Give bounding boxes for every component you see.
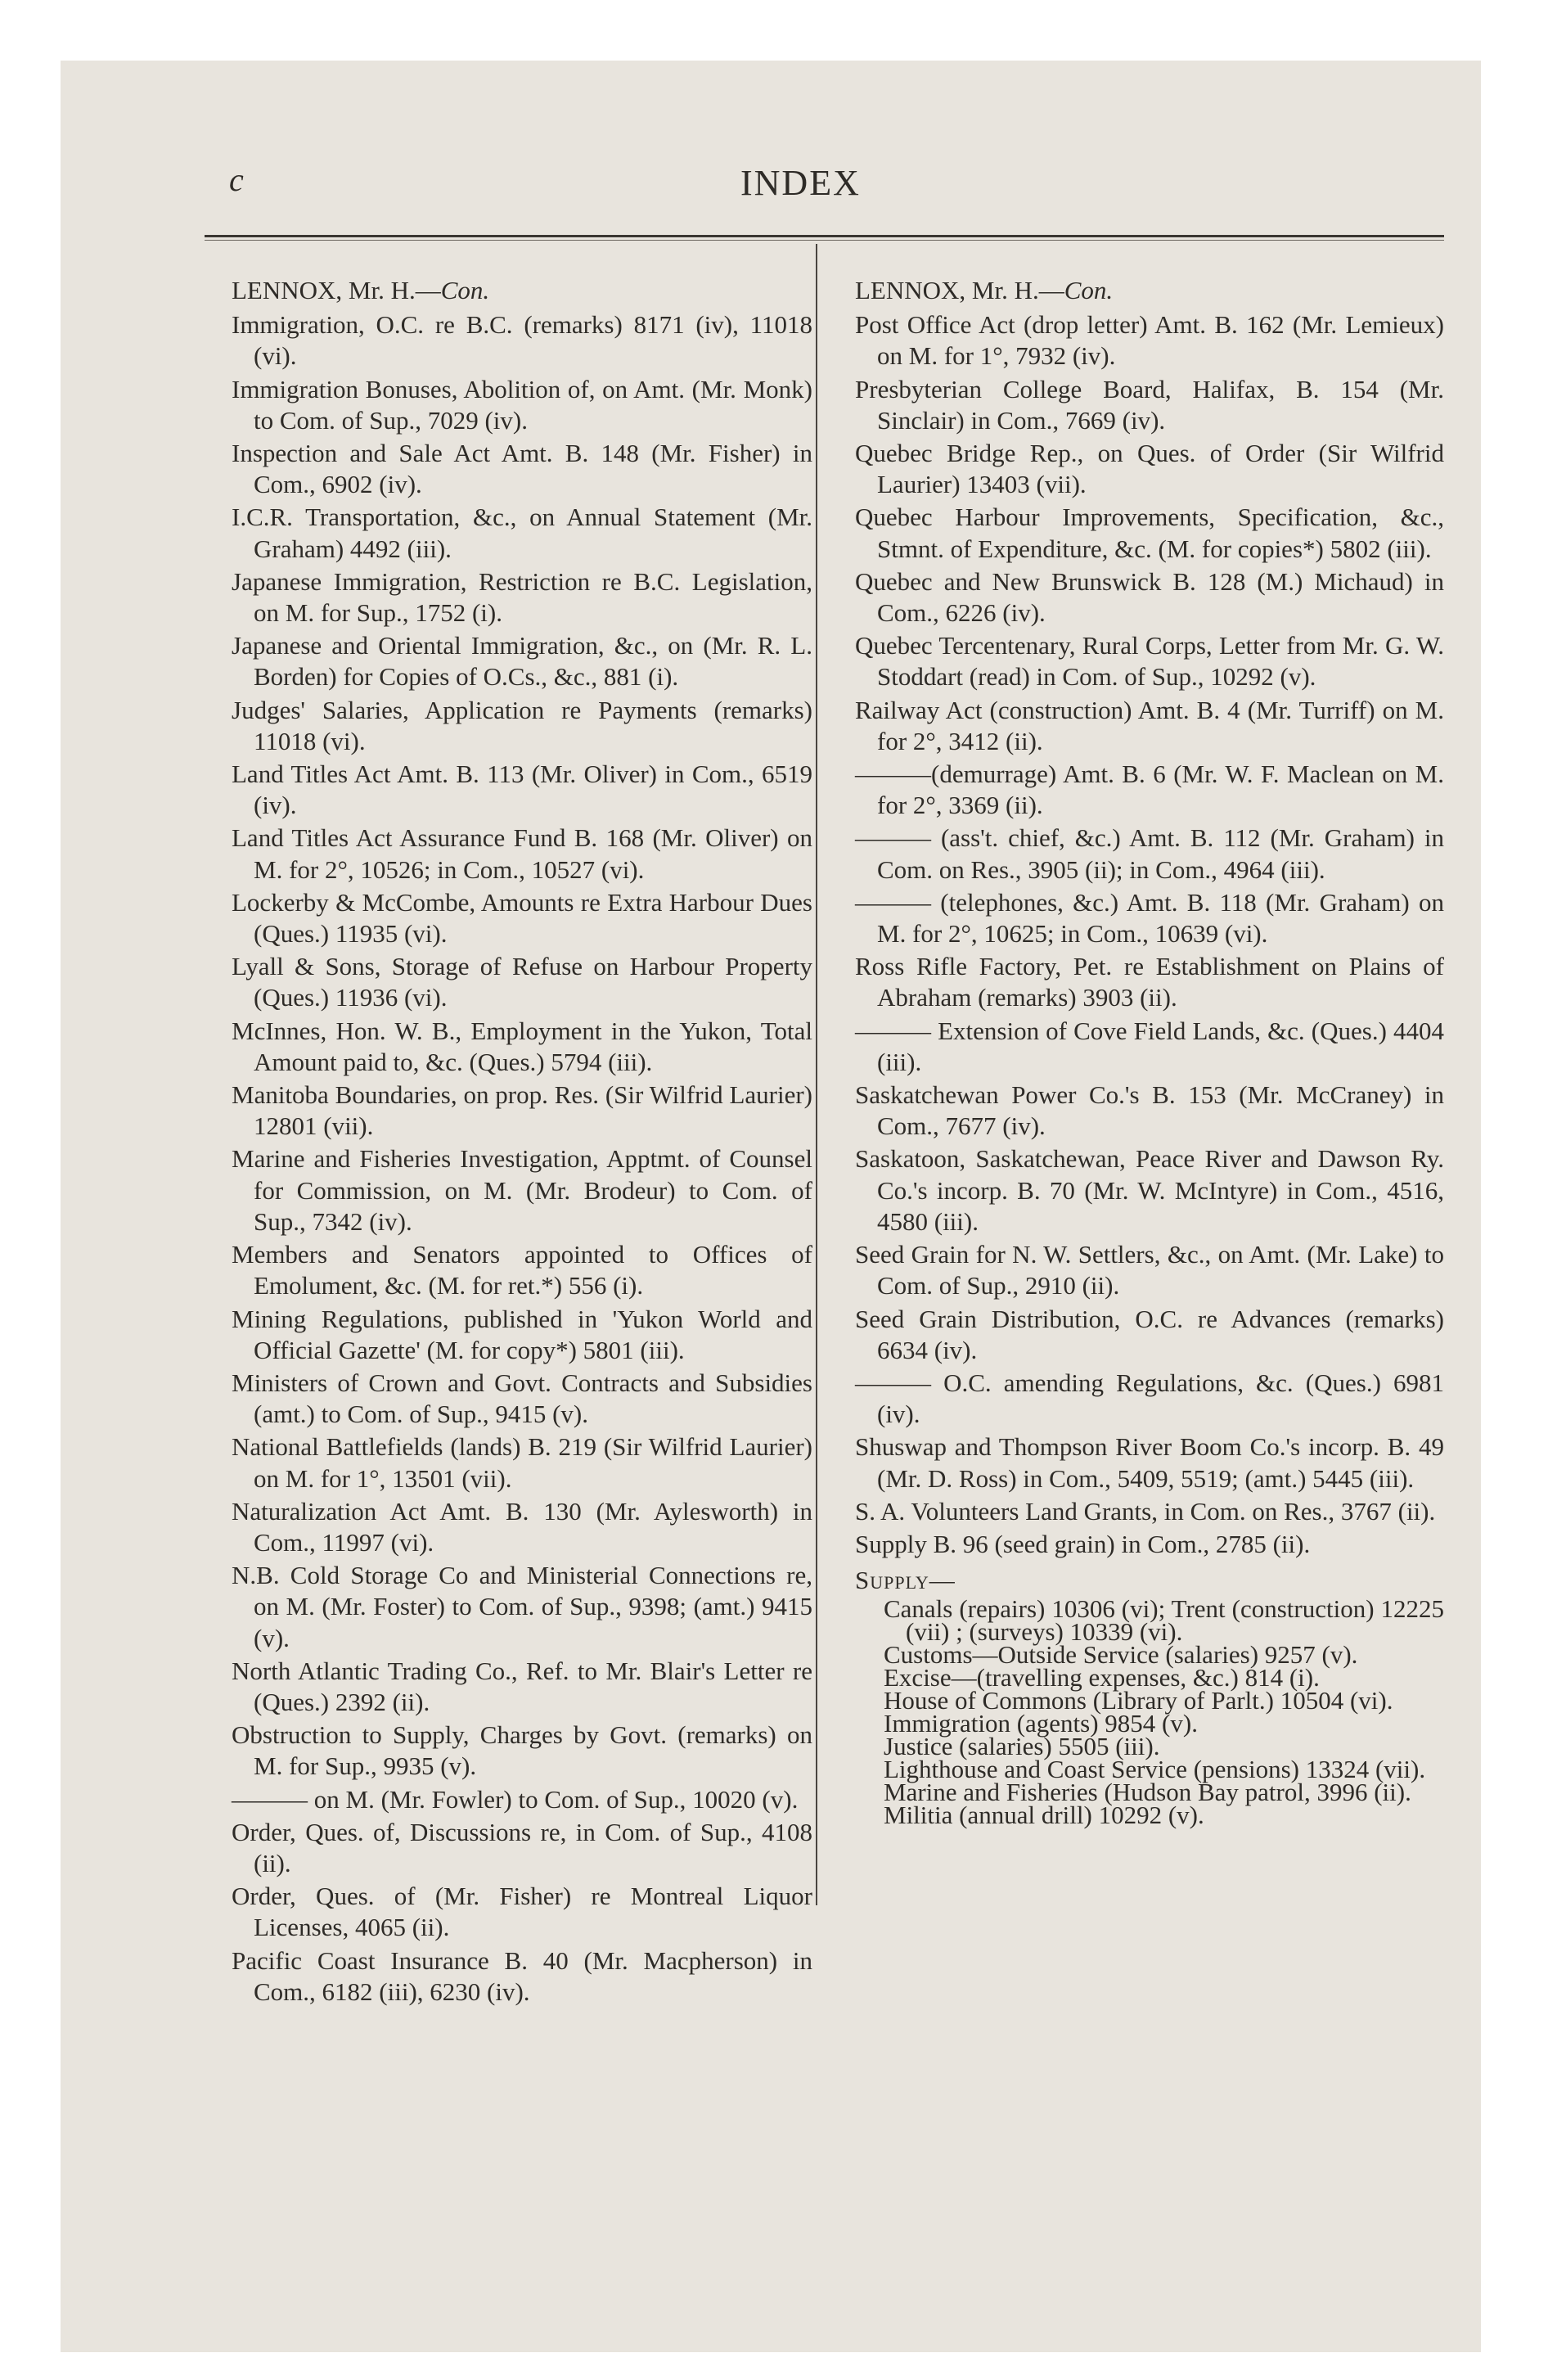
index-entry: Post Office Act (drop letter) Amt. B. 162 (Mr. Lemieux) on M. for 1°, 7932 (iv).	[855, 310, 1444, 371]
index-entry: Railway Act (construction) Amt. B. 4 (Mr. Turriff) on M. for 2°, 3412 (ii).	[855, 695, 1444, 755]
supply-entry: Justice (salaries) 5505 (iii).	[884, 1732, 1160, 1761]
index-entry: Quebec and New Brunswick B. 128 (M.) Michaud) in Com., 6226 (iv).	[855, 566, 1444, 628]
index-entry: Lyall & Sons, Storage of Refuse on Harbour Property (Ques.) 11936 (vi).	[232, 952, 812, 1012]
page-title: INDEX	[740, 163, 861, 203]
index-entry: National Battlefields (lands) B. 219 (Sir Wilfrid Laurier) on M. for 1°, 13501 (vii).	[232, 1432, 812, 1493]
left-column-heading	[232, 275, 812, 306]
supply-entry: Immigration (agents) 9854 (v).	[884, 1709, 1198, 1738]
index-entry: Naturalization Act Amt. B. 130 (Mr. Aylesworth) in Com., 11997 (vi).	[232, 1496, 812, 1557]
index-entry: Immigration, O.C. re B.C. (remarks) 8171 (iv), 11018 (vi).	[232, 310, 812, 371]
index-entry: Immigration Bonuses, Abolition of, on Amt. (Mr. Monk) to Com. of Sup., 7029 (iv).	[232, 374, 812, 435]
index-entry: ——— (ass't. chief, &c.) Amt. B. 112 (Mr. Graham) in Com. on Res., 3905 (ii); in Com., 4964 (iii).	[855, 823, 1444, 884]
heading-continued: Con.	[1064, 276, 1114, 304]
left-entry-list	[232, 309, 812, 2008]
index-entry: ——— (telephones, &c.) Amt. B. 118 (Mr. Graham) on M. for 2°, 10625; in Com., 10639 (vi).	[855, 887, 1444, 949]
supply-entry: Militia (annual drill) 10292 (v).	[884, 1801, 1204, 1830]
index-entry: Saskatoon, Saskatchewan, Peace River and Dawson Ry. Co.'s incorp. B. 70 (Mr. W. McIntyre) in Com., 4516, 4580 (iii).	[855, 1144, 1444, 1236]
supply-entry: Lighthouse and Coast Service (pensions) 13324 (vii).	[884, 1755, 1426, 1784]
supply-entry: Canals (repairs) 10306 (vi); Trent (construction) 12225 (vii) ; (surveys) 10339 (vi).	[884, 1594, 1444, 1647]
index-entry: Order, Ques. of (Mr. Fisher) re Montreal Liquor Licenses, 4065 (ii).	[232, 1882, 812, 1942]
index-entry: Order, Ques. of, Discussions re, in Com. of Sup., 4108 (ii).	[232, 1817, 812, 1877]
index-entry: Shuswap and Thompson River Boom Co.'s incorp. B. 49 (Mr. D. Ross) in Com., 5409, 5519; (amt.) 5445 (iii).	[855, 1432, 1444, 1493]
index-entry: Saskatchewan Power Co.'s B. 153 (Mr. McCraney) in Com., 7677 (iv).	[855, 1080, 1444, 1141]
index-entry: ——— on M. (Mr. Fowler) to Com. of Sup., 10020 (v).	[232, 1784, 799, 1814]
supply-entry: Customs—Outside Service (salaries) 9257 (v).	[884, 1640, 1358, 1670]
index-entry: Seed Grain Distribution, O.C. re Advances (remarks) 6634 (iv).	[855, 1304, 1444, 1364]
index-entry: ———(demurrage) Amt. B. 6 (Mr. W. F. Maclean on M. for 2°, 3369 (ii).	[855, 760, 1444, 820]
index-entry: McInnes, Hon. W. B., Employment in the Yukon, Total Amount paid to, &c. (Ques.) 5794 (iii).	[232, 1016, 812, 1076]
index-entry: Ministers of Crown and Govt. Contracts and Subsidies (amt.) to Com. of Sup., 9415 (v).	[232, 1368, 812, 1429]
header-rule	[205, 235, 1444, 237]
index-entry: Quebec Harbour Improvements, Specification, &c., Stmnt. of Expenditure, &c. (M. for copies*) 5802 (iii).	[855, 503, 1444, 563]
supply-entry: House of Commons (Library of Parlt.) 10504 (vi).	[884, 1686, 1393, 1715]
index-entry: Lockerby & McCombe, Amounts re Extra Harbour Dues (Ques.) 11935 (vi).	[232, 887, 812, 949]
index-entry: Quebec Tercentenary, Rural Corps, Letter from Mr. G. W. Stoddart (read) in Com. of Sup., 10292 (v).	[855, 631, 1444, 692]
page-number: c	[229, 161, 244, 198]
supply-entry: Marine and Fisheries (Hudson Bay patrol, 3996 (ii).	[884, 1778, 1411, 1807]
index-entry: Marine and Fisheries Investigation, Apptmt. of Counsel for Commission, on M. (Mr. Brodeur) to Com. of Sup., 7342 (iv).	[232, 1144, 812, 1236]
index-entry: Land Titles Act Assurance Fund B. 168 (Mr. Oliver) on M. for 2°, 10526; in Com., 10527 (vi).	[232, 823, 812, 884]
header-rule-thin	[205, 240, 1444, 241]
index-entry: Pacific Coast Insurance B. 40 (Mr. Macpherson) in Com., 6182 (iii), 6230 (iv).	[232, 1945, 812, 2006]
index-entry: S. A. Volunteers Land Grants, in Com. on Res., 3767 (ii).	[855, 1496, 1436, 1526]
left-column	[232, 275, 812, 2009]
index-entry: North Atlantic Trading Co., Ref. to Mr. Blair's Letter re (Ques.) 2392 (ii).	[232, 1656, 812, 1716]
column-divider	[816, 244, 817, 1905]
right-column-heading	[855, 275, 1444, 306]
index-entry: Inspection and Sale Act Amt. B. 148 (Mr. Fisher) in Com., 6902 (iv).	[232, 439, 812, 499]
index-entry: Japanese and Oriental Immigration, &c., on (Mr. R. L. Borden) for Copies of O.Cs., &c., 881 (i).	[232, 631, 812, 692]
right-entry-list	[855, 309, 1444, 1560]
index-entry: Members and Senators appointed to Offices of Emolument, &c. (M. for ret.*) 556 (i).	[232, 1240, 812, 1300]
index-entry: ——— Extension of Cove Field Lands, &c. (Ques.) 4404 (iii).	[855, 1016, 1444, 1076]
index-entry: Japanese Immigration, Restriction re B.C. Legislation, on M. for Sup., 1752 (i).	[232, 566, 812, 628]
index-entry: N.B. Cold Storage Co and Ministerial Connections re, on M. (Mr. Foster) to Com. of Sup., 9398; (amt.) 9415 (v).	[232, 1561, 812, 1652]
index-entry: Mining Regulations, published in 'Yukon World and Official Gazette' (M. for copy*) 5801 (iii).	[232, 1304, 812, 1364]
index-entry: Obstruction to Supply, Charges by Govt. (remarks) on M. for Sup., 9935 (v).	[232, 1720, 812, 1781]
supply-entry: Excise—(travelling expenses, &c.) 814 (i).	[884, 1663, 1320, 1693]
heading-name: LENNOX, Mr. H.—	[855, 276, 1064, 304]
index-entry: Judges' Salaries, Application re Payments (remarks) 11018 (vi).	[232, 695, 812, 755]
index-entry: Land Titles Act Amt. B. 113 (Mr. Oliver) in Com., 6519 (iv).	[232, 760, 812, 820]
index-entry: Supply B. 96 (seed grain) in Com., 2785 (ii).	[855, 1529, 1311, 1558]
supply-heading: Supply—	[855, 1566, 956, 1595]
right-column	[855, 275, 1444, 1830]
index-entry: Ross Rifle Factory, Pet. re Establishment on Plains of Abraham (remarks) 3903 (ii).	[855, 952, 1444, 1012]
index-entry: Presbyterian College Board, Halifax, B. 154 (Mr. Sinclair) in Com., 7669 (iv).	[855, 374, 1444, 435]
heading-name: LENNOX, Mr. H.—	[232, 276, 441, 304]
index-entry: I.C.R. Transportation, &c., on Annual Statement (Mr. Graham) 4492 (iii).	[232, 503, 812, 563]
supply-entry-list	[855, 1594, 1444, 1830]
index-entry: Quebec Bridge Rep., on Ques. of Order (Sir Wilfrid Laurier) 13403 (vii).	[855, 439, 1444, 499]
index-entry: ——— O.C. amending Regulations, &c. (Ques.) 6981 (iv).	[855, 1368, 1444, 1429]
index-entry: Seed Grain for N. W. Settlers, &c., on Amt. (Mr. Lake) to Com. of Sup., 2910 (ii).	[855, 1240, 1444, 1300]
heading-continued: Con.	[440, 276, 490, 304]
index-entry: Manitoba Boundaries, on prop. Res. (Sir Wilfrid Laurier) 12801 (vii).	[232, 1080, 812, 1141]
